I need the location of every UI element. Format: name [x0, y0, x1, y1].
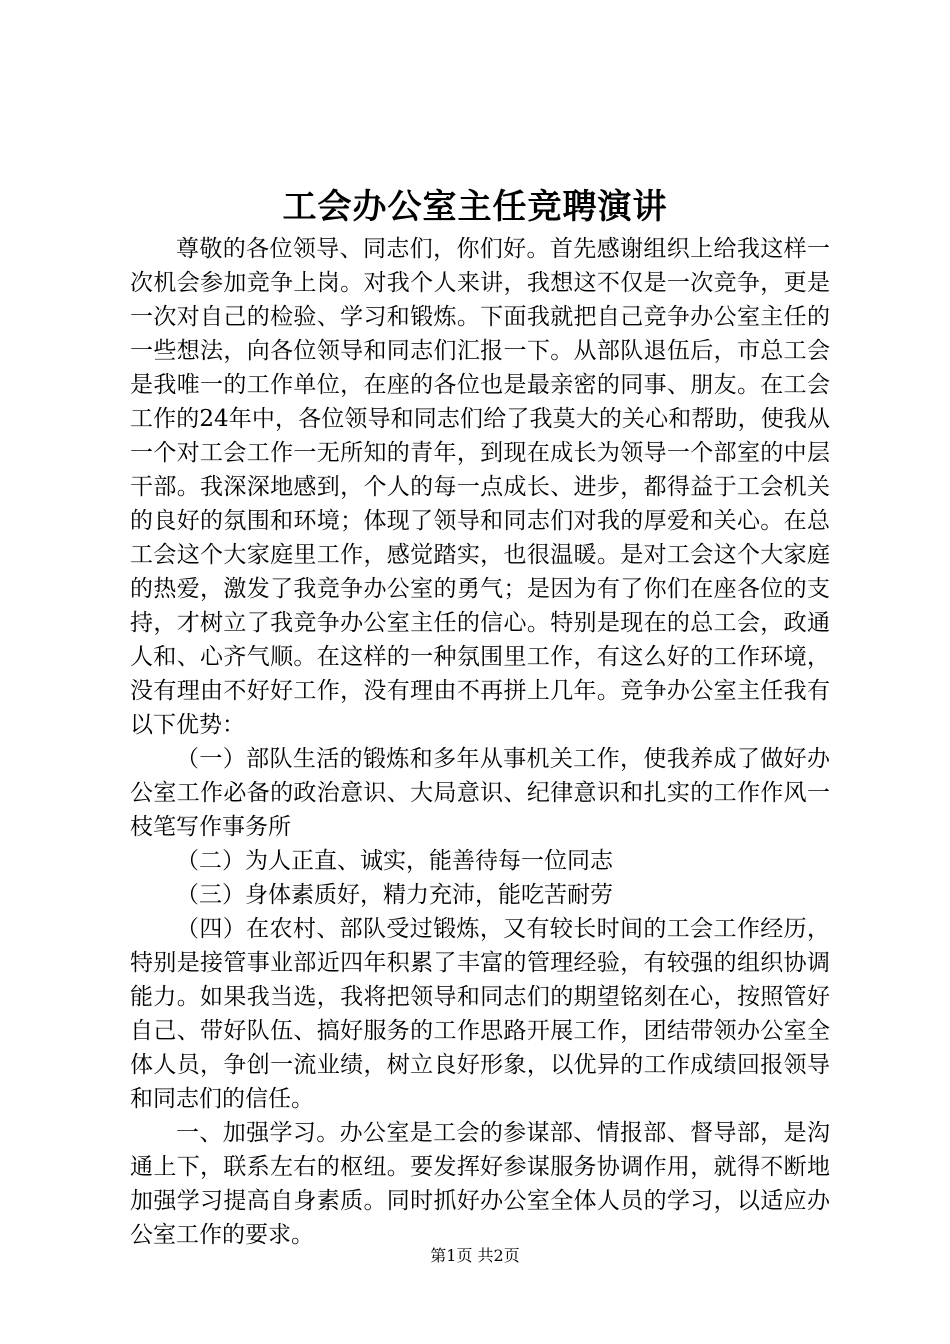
- paragraph-intro: 尊敬的各位领导、同志们，你们好。首先感谢组织上给我这样一次机会参加竞争上岗。对我个人来讲，我想这不仅是一次竞争，更是一次对自己的检验、学习和锻炼。下面我就把自己竞争办公室主任的一些想法，向各位领导和同志们汇报一下。从部队退伍后，市总工会是我唯一的工作单位，在座的各位也是最亲密的同事、朋友。在工会工作的24年中，各位领导和同志们给了我莫大的关心和帮助，使我从一个对工会工作一无所知的青年，到现在成长为领导一个部室的中层干部。我深深地感到，个人的每一点成长、进步，都得益于工会机关的良好的氛围和环境；体现了领导和同志们对我的厚爱和关心。在总工会这个大家庭里工作，感觉踏实，也很温暖。是对工会这个大家庭的热爱，激发了我竞争办公室的勇气；是因为有了你们在座各位的支持，才树立了我竞争办公室主任的信心。特别是现在的总工会，政通人和、心齐气顺。在这样的一种氛围里工作，有这么好的工作环境，没有理由不好好工作，没有理由不再拼上几年。竞争办公室主任我有以下优势：: [130, 236, 830, 738]
- paragraph-advantage-4: （四）在农村、部队受过锻炼，又有较长时间的工会工作经历，特别是接管事业部近四年积累了丰富的管理经验，有较强的组织协调能力。如果我当选，我将把领导和同志们的期望铭刻在心，按照管好自己、带好队伍、搞好服务的工作思路开展工作，团结带领办公室全体人员，争创一流业绩，树立良好形象，以优异的工作成绩回报领导和同志们的信任。: [130, 916, 830, 1112]
- paragraph-advantage-2: （二）为人正直、诚实，能善待每一位同志: [176, 848, 613, 874]
- paragraph-advantage-3: （三）身体素质好，精力充沛，能吃苦耐劳: [176, 882, 613, 908]
- document-title: 工会办公室主任竞聘演讲: [282, 187, 668, 227]
- page-number: 第1页 共2页: [430, 1246, 520, 1265]
- paragraph-advantage-1: （一）部队生活的锻炼和多年从事机关工作，使我养成了做好办公室工作必备的政治意识、大局意识、纪律意识和扎实的工作作风一枝笔写作事务所: [130, 746, 830, 840]
- paragraph-section-1: 一、加强学习。办公室是工会的参谋部、情报部、督导部，是沟通上下，联系左右的枢纽。要发挥好参谋服务协调作用，就得不断地加强学习提高自身素质。同时抓好办公室全体人员的学习，以适应办公室工作的要求。: [130, 1120, 830, 1248]
- document-body: [130, 232, 830, 1252]
